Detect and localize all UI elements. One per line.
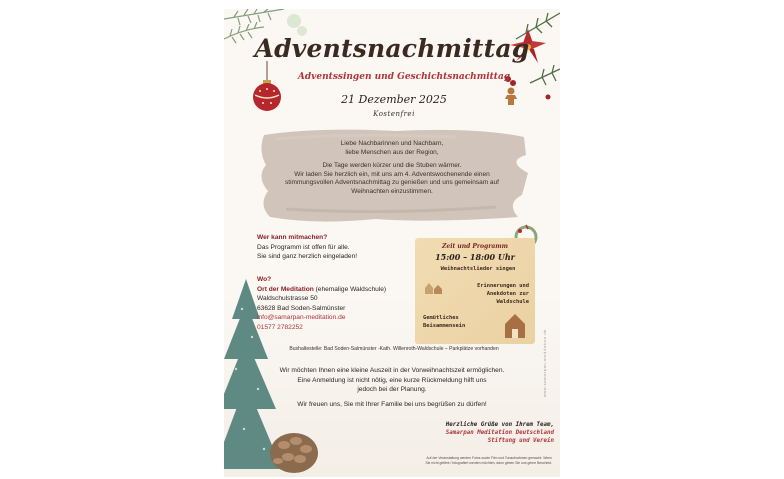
christmas-ornament-icon	[250, 61, 284, 115]
closing-line: jedoch bei der Planung.	[357, 386, 427, 394]
venue-line	[257, 285, 417, 295]
program-box	[415, 238, 535, 344]
website-vertical[interactable]: www.samarpan-meditation.de	[542, 329, 547, 398]
program-item-line: Waldschule	[496, 299, 529, 305]
who-line: Sie sind ganz herzlich eingeladen!	[257, 253, 358, 260]
intro-line: Liebe Nachbarinnen und Nachbarn,	[340, 140, 444, 147]
where-heading: Wo?	[257, 276, 272, 283]
venue-note: (ehemalige Waldschule)	[313, 285, 387, 293]
photo-notice-line: Auf der Veranstaltung werden Fotos sowie Film und Tonaufnahmen gemacht. Wenn	[426, 456, 552, 460]
program-time: 15:00 – 18:00 Uhr	[435, 252, 515, 262]
who-heading: Wer kann mitmachen?	[257, 234, 328, 241]
closing-line: Wir freuen uns, Sie mit Ihrer Familie bei uns begrüßen zu dürfen!	[297, 400, 487, 408]
intro-text	[274, 140, 510, 202]
closing-text	[254, 366, 530, 414]
pinecone-icon	[264, 421, 324, 477]
program-item-line: Erinnerungen und	[477, 283, 529, 289]
program-item: Weihnachtslieder singen	[440, 266, 516, 272]
program-item-line: Beisammensein	[423, 323, 466, 329]
city-address: 63628 Bad Soden-Salmünster	[257, 304, 346, 312]
closing-line: Eine Anmeldung ist nicht nötig, eine kurze Rückmeldung hilft uns	[297, 376, 487, 384]
greeting-line: Herzliche Grüße von Ihrem Team,	[445, 422, 554, 428]
where-section	[257, 275, 417, 332]
event-title: Adventsnachmittag	[254, 34, 530, 63]
event-flyer	[224, 9, 560, 477]
event-date: 21 Dezember 2025	[341, 93, 447, 106]
program-item	[445, 282, 529, 306]
email-link[interactable]: info@samarpan-meditation.de	[257, 314, 346, 321]
event-subtitle: Adventssingen und Geschichtsnachmittag	[297, 72, 511, 82]
closing-line: Wir möchten Ihnen eine kleine Auszeit in der Vorweihnachtszeit ermöglichen.	[279, 367, 505, 374]
program-title: Zeit und Programm	[442, 243, 508, 250]
intro-line: Wir laden Sie herzlich ein, mit uns am 4. Adventswochenende einen	[294, 170, 490, 178]
village-icon	[423, 280, 445, 294]
intro-line: liebe Menschen aus der Region,	[345, 148, 439, 156]
intro-line: stimmungsvollen Adventsnachmittag zu genießen und uns gemeinsam auf	[285, 179, 499, 187]
gingerbread-icon	[504, 87, 518, 105]
who-line: Das Programm ist offen für alle.	[257, 243, 350, 251]
intro-line: Die Tage werden kürzer und die Stuben wärmer.	[322, 162, 462, 170]
organization-type: Stiftung und Verein	[487, 438, 554, 445]
intro-line: Weihnachten einzustimmen.	[351, 187, 433, 195]
program-item-line: Gemütliches	[423, 315, 459, 321]
program-item	[423, 314, 503, 330]
venue-name: Ort der Meditation	[257, 285, 314, 293]
photo-notice	[344, 456, 552, 465]
street-address: Waldschulstrasse 50	[257, 295, 318, 302]
greeting	[334, 421, 554, 446]
organization-name: Samarpan Meditation Deutschland	[445, 430, 554, 437]
program-item-line: Anekdoten zur	[486, 291, 529, 297]
bus-stop-info: Bushaltestelle: Bad Soden-Salmünster -Kath. Willenroth-Waldschule – Parkplätze vorhanden	[289, 346, 499, 352]
price-label: Kostenfrei	[373, 110, 415, 118]
who-section	[257, 233, 417, 262]
gingerbread-house-icon	[503, 312, 527, 338]
photo-notice-line: Sie nicht gefilmt / fotografiert werden möchten, dann geben Sie uns gerne Bescheid.	[425, 460, 552, 465]
phone-link[interactable]: 01577 2782252	[257, 323, 303, 331]
